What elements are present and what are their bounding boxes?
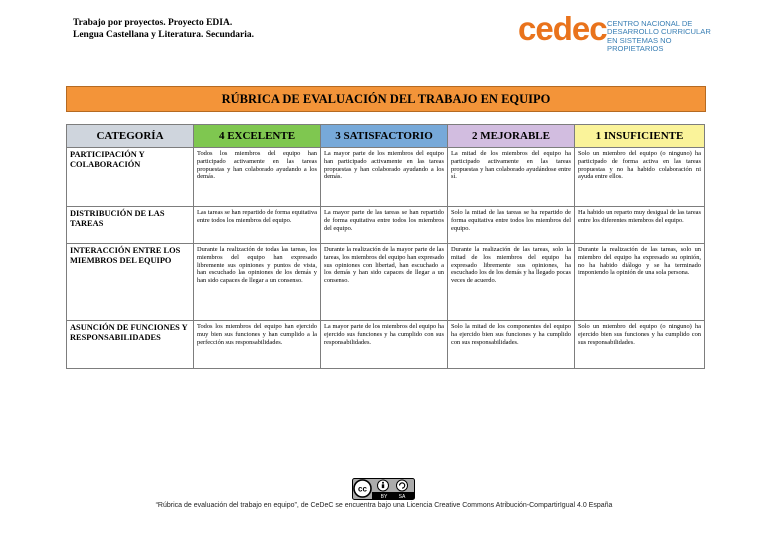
rubric-cell: Las tareas se han repartido de forma equitativa entre todos los miembros del equipo. bbox=[194, 207, 321, 244]
rubric-cell: La mayor parte de los miembros del equipo han participado activamente en las tareas propuestas y han colaborado ayudando a los demás. bbox=[321, 148, 448, 207]
logo-sub-line-2: DESARROLLO CURRICULAR bbox=[607, 27, 711, 37]
subject-line: Lengua Castellana y Literatura. Secundaria. bbox=[73, 30, 255, 40]
rubric-cell: La mitad de los miembros del equipo ha participado activamente en las tareas propuestas y han colaborado ayudándose entre sí. bbox=[448, 148, 575, 207]
cc-badge-text: BY SA bbox=[380, 494, 406, 500]
rubric-table bbox=[66, 124, 705, 369]
table-row bbox=[67, 321, 705, 369]
header-mejorable: 2 MEJORABLE bbox=[448, 125, 575, 148]
rubric-title: RÚBRICA DE EVALUACIÓN DEL TRABAJO EN EQUIPO bbox=[66, 86, 706, 112]
project-line: Trabajo por proyectos. Proyecto EDIA. bbox=[73, 18, 233, 28]
rubric-cell: Todos los miembros del equipo han participado activamente en las tareas propuestas y han colaborado ayudando a los demás. bbox=[194, 148, 321, 207]
cedec-logo-word: cedec bbox=[518, 10, 607, 47]
table-row bbox=[67, 148, 705, 207]
header-excelente: 4 EXCELENTE bbox=[194, 125, 321, 148]
license-text: “Rúbrica de evaluación del trabajo en equipo”, de CeDeC se encuentra bajo una Licencia Creative Commons Atribución-CompartirIgual 4.0 España bbox=[155, 502, 613, 509]
rubric-cell: Todos los miembros del equipo han ejercido muy bien sus funciones y han cumplido a la perfección sus responsabilidades. bbox=[194, 321, 321, 369]
rubric-cell: Durante la realización de las tareas, solo la mitad de los miembros del equipo ha expresado libremente sus opiniones, ha escuchado los de los demás y ha llegado pocas veces de acuerdo. bbox=[448, 244, 575, 321]
table-row bbox=[67, 244, 705, 321]
rubric-cell: Durante la realización de la mayor parte de las tareas, los miembros del equipo han expresado sus opiniones con libertad, han escuchado a los demás y han sido capaces de llegar a un consenso. bbox=[321, 244, 448, 321]
svg-text:cc: cc bbox=[358, 484, 367, 494]
cedec-logo bbox=[518, 10, 718, 54]
cc-license-badge bbox=[352, 478, 415, 500]
rubric-cell: Durante la realización de las tareas, solo un miembro del equipo ha expresado su opinión, no ha habido diálogo y se ha terminado imponiendo la opinión de una sola persona. bbox=[575, 244, 705, 321]
rubric-cell: Solo la mitad de los componentes del equipo ha ejercido bien sus funciones y ha cumplido con sus responsabilidades. bbox=[448, 321, 575, 369]
category-cell: ASUNCIÓN DE FUNCIONES Y RESPONSABILIDADES bbox=[67, 321, 194, 369]
rubric-cell: Solo un miembro del equipo (o ninguno) ha ejercido bien sus funciones y ha cumplido con sus responsabilidades. bbox=[575, 321, 705, 369]
rubric-cell: La mayor parte de las tareas se han repartido de forma equitativa entre todos los miembros del equipo. bbox=[321, 207, 448, 244]
header-category: CATEGORÍA bbox=[67, 125, 194, 148]
cedec-logo-subtitle bbox=[607, 20, 718, 54]
rubric-cell: Solo un miembro del equipo (o ninguno) ha participado de forma activa en las tareas propuestas y no ha habido colaboración ni ayuda entre ellos. bbox=[575, 148, 705, 207]
category-cell: INTERACCIÓN ENTRE LOS MIEMBROS DEL EQUIPO bbox=[67, 244, 194, 321]
header-satisfactorio: 3 SATISFACTORIO bbox=[321, 125, 448, 148]
rubric-cell: La mayor parte de los miembros del equipo ha ejercido sus funciones y ha cumplido con sus responsabilidades. bbox=[321, 321, 448, 369]
category-cell: DISTRIBUCIÓN DE LAS TAREAS bbox=[67, 207, 194, 244]
logo-sub-line-3: EN SISTEMAS NO PROPIETARIOS bbox=[607, 35, 672, 54]
header-insuficiente: 1 INSUFICIENTE bbox=[575, 125, 705, 148]
creative-commons-icon bbox=[352, 478, 415, 500]
rubric-cell: Solo la mitad de las tareas se ha repartido de forma equitativa entre todos los miembros del equipo. bbox=[448, 207, 575, 244]
rubric-cell: Ha habido un reparto muy desigual de las tareas entre los diferentes miembros del equipo. bbox=[575, 207, 705, 244]
table-row bbox=[67, 207, 705, 244]
category-cell: PARTICIPACIÓN Y COLABORACIÓN bbox=[67, 148, 194, 207]
rubric-header-row bbox=[67, 125, 705, 148]
logo-sub-line-1: CENTRO NACIONAL DE bbox=[607, 19, 693, 28]
rubric-cell: Durante la realización de todas las tareas, los miembros del equipo han expresado libremente sus opiniones y puntos de vista, han escuchado las opiniones de los demás y han sido capaces de llegar a un consenso. bbox=[194, 244, 321, 321]
document-header bbox=[73, 17, 254, 41]
